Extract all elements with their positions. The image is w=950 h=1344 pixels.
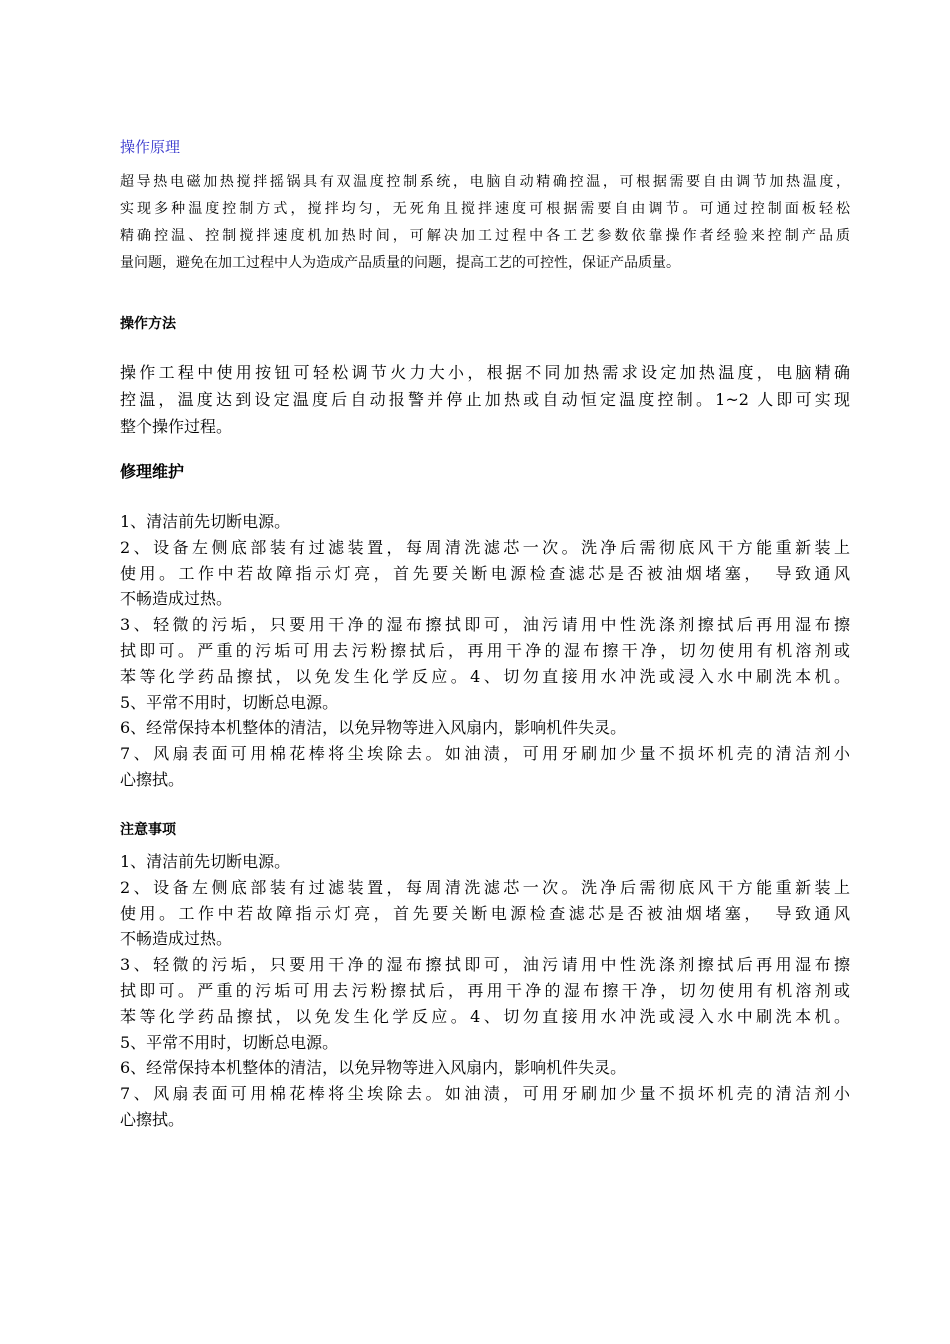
body-line: 不畅造成过热。 [120,929,233,949]
body-line: 3、轻微的污垢，只要用干净的湿布擦拭即可，油污请用中性洗涤剂擦拭后再用湿布擦 [120,955,850,975]
body-line: 2、设备左侧底部装有过滤装置，每周清洗滤芯一次。洗净后需彻底风干方能重新装上 [120,877,850,897]
body-line: 超导热电磁加热搅拌摇锅具有双温度控制系统，电脑自动精确控温，可根据需要自由调节加热温度， [120,174,850,190]
body-line: 心擦拭。 [120,1109,185,1129]
body-line: 整个操作过程。 [120,417,233,436]
body-line: 使用。工作中若故障指示灯亮，首先要关断电源检查滤芯是否被油烟堵塞， 导致通风 [120,563,850,583]
body-line: 拭即可。严重的污垢可用去污粉擦拭后，再用干净的湿布擦干净，切勿使用有机溶剂或 [120,980,850,1000]
body-line: 苯等化学药品擦拭，以免发生化学反应。4、切勿直接用水冲洗或浸入水中刷洗本机。 [120,1006,850,1026]
body-line: 7、风扇表面可用棉花棒将尘埃除去。如油渍，可用牙刷加少量不损坏机壳的清洁剂小 [120,744,850,764]
body-line: 控温，温度达到设定温度后自动报警并停止加热或自动恒定温度控制。1~2 人即可实现 [120,390,850,409]
body-line: 5、平常不用时，切断总电源。 [120,692,339,712]
section-title-method: 操作方法 [120,316,176,332]
section-title-principle: 操作原理 [120,138,181,156]
body-line: 6、经常保持本机整体的清洁，以免异物等进入风扇内，影响机件失灵。 [120,718,627,738]
body-line: 2、设备左侧底部装有过滤装置，每周清洗滤芯一次。洗净后需彻底风干方能重新装上 [120,537,850,557]
body-line: 3、轻微的污垢，只要用干净的湿布擦拭即可，油污请用中性洗涤剂擦拭后再用湿布擦 [120,615,850,635]
section-body-maintenance [120,509,850,793]
body-line: 实现多种温度控制方式，搅拌均匀，无死角且搅拌速度可根据需要自由调节。可通过控制面板轻松 [120,201,850,217]
body-line: 精确控温、控制搅拌速度机加热时间，可解决加工过程中各工艺参数依靠操作者经验来控制产品质 [120,228,850,244]
body-line: 6、经常保持本机整体的清洁，以免异物等进入风扇内，影响机件失灵。 [120,1058,627,1078]
section-body-principle [120,169,850,277]
body-line: 心擦拭。 [120,769,185,789]
body-line: 7、风扇表面可用棉花棒将尘埃除去。如油渍，可用牙刷加少量不损坏机壳的清洁剂小 [120,1084,850,1104]
section-body-notes [120,849,850,1133]
body-line: 不畅造成过热。 [120,589,233,609]
body-line: 操作工程中使用按钮可轻松调节火力大小，根据不同加热需求设定加热温度，电脑精确 [120,363,850,382]
body-line: 5、平常不用时，切断总电源。 [120,1032,339,1052]
section-body-method [120,359,850,440]
body-line: 使用。工作中若故障指示灯亮，首先要关断电源检查滤芯是否被油烟堵塞， 导致通风 [120,903,850,923]
body-line: 苯等化学药品擦拭，以免发生化学反应。4、切勿直接用水冲洗或浸入水中刷洗本机。 [120,666,850,686]
body-line: 1、清洁前先切断电源。 [120,512,291,531]
section-title-maintenance: 修理维护 [120,462,185,481]
body-line: 量问题，避免在加工过程中人为造成产品质量的问题，提高工艺的可控性，保证产品质量。 [120,255,680,271]
body-line: 1、清洁前先切断电源。 [120,852,291,871]
body-line: 拭即可。严重的污垢可用去污粉擦拭后，再用干净的湿布擦干净，切勿使用有机溶剂或 [120,640,850,660]
section-title-notes: 注意事项 [120,822,176,838]
